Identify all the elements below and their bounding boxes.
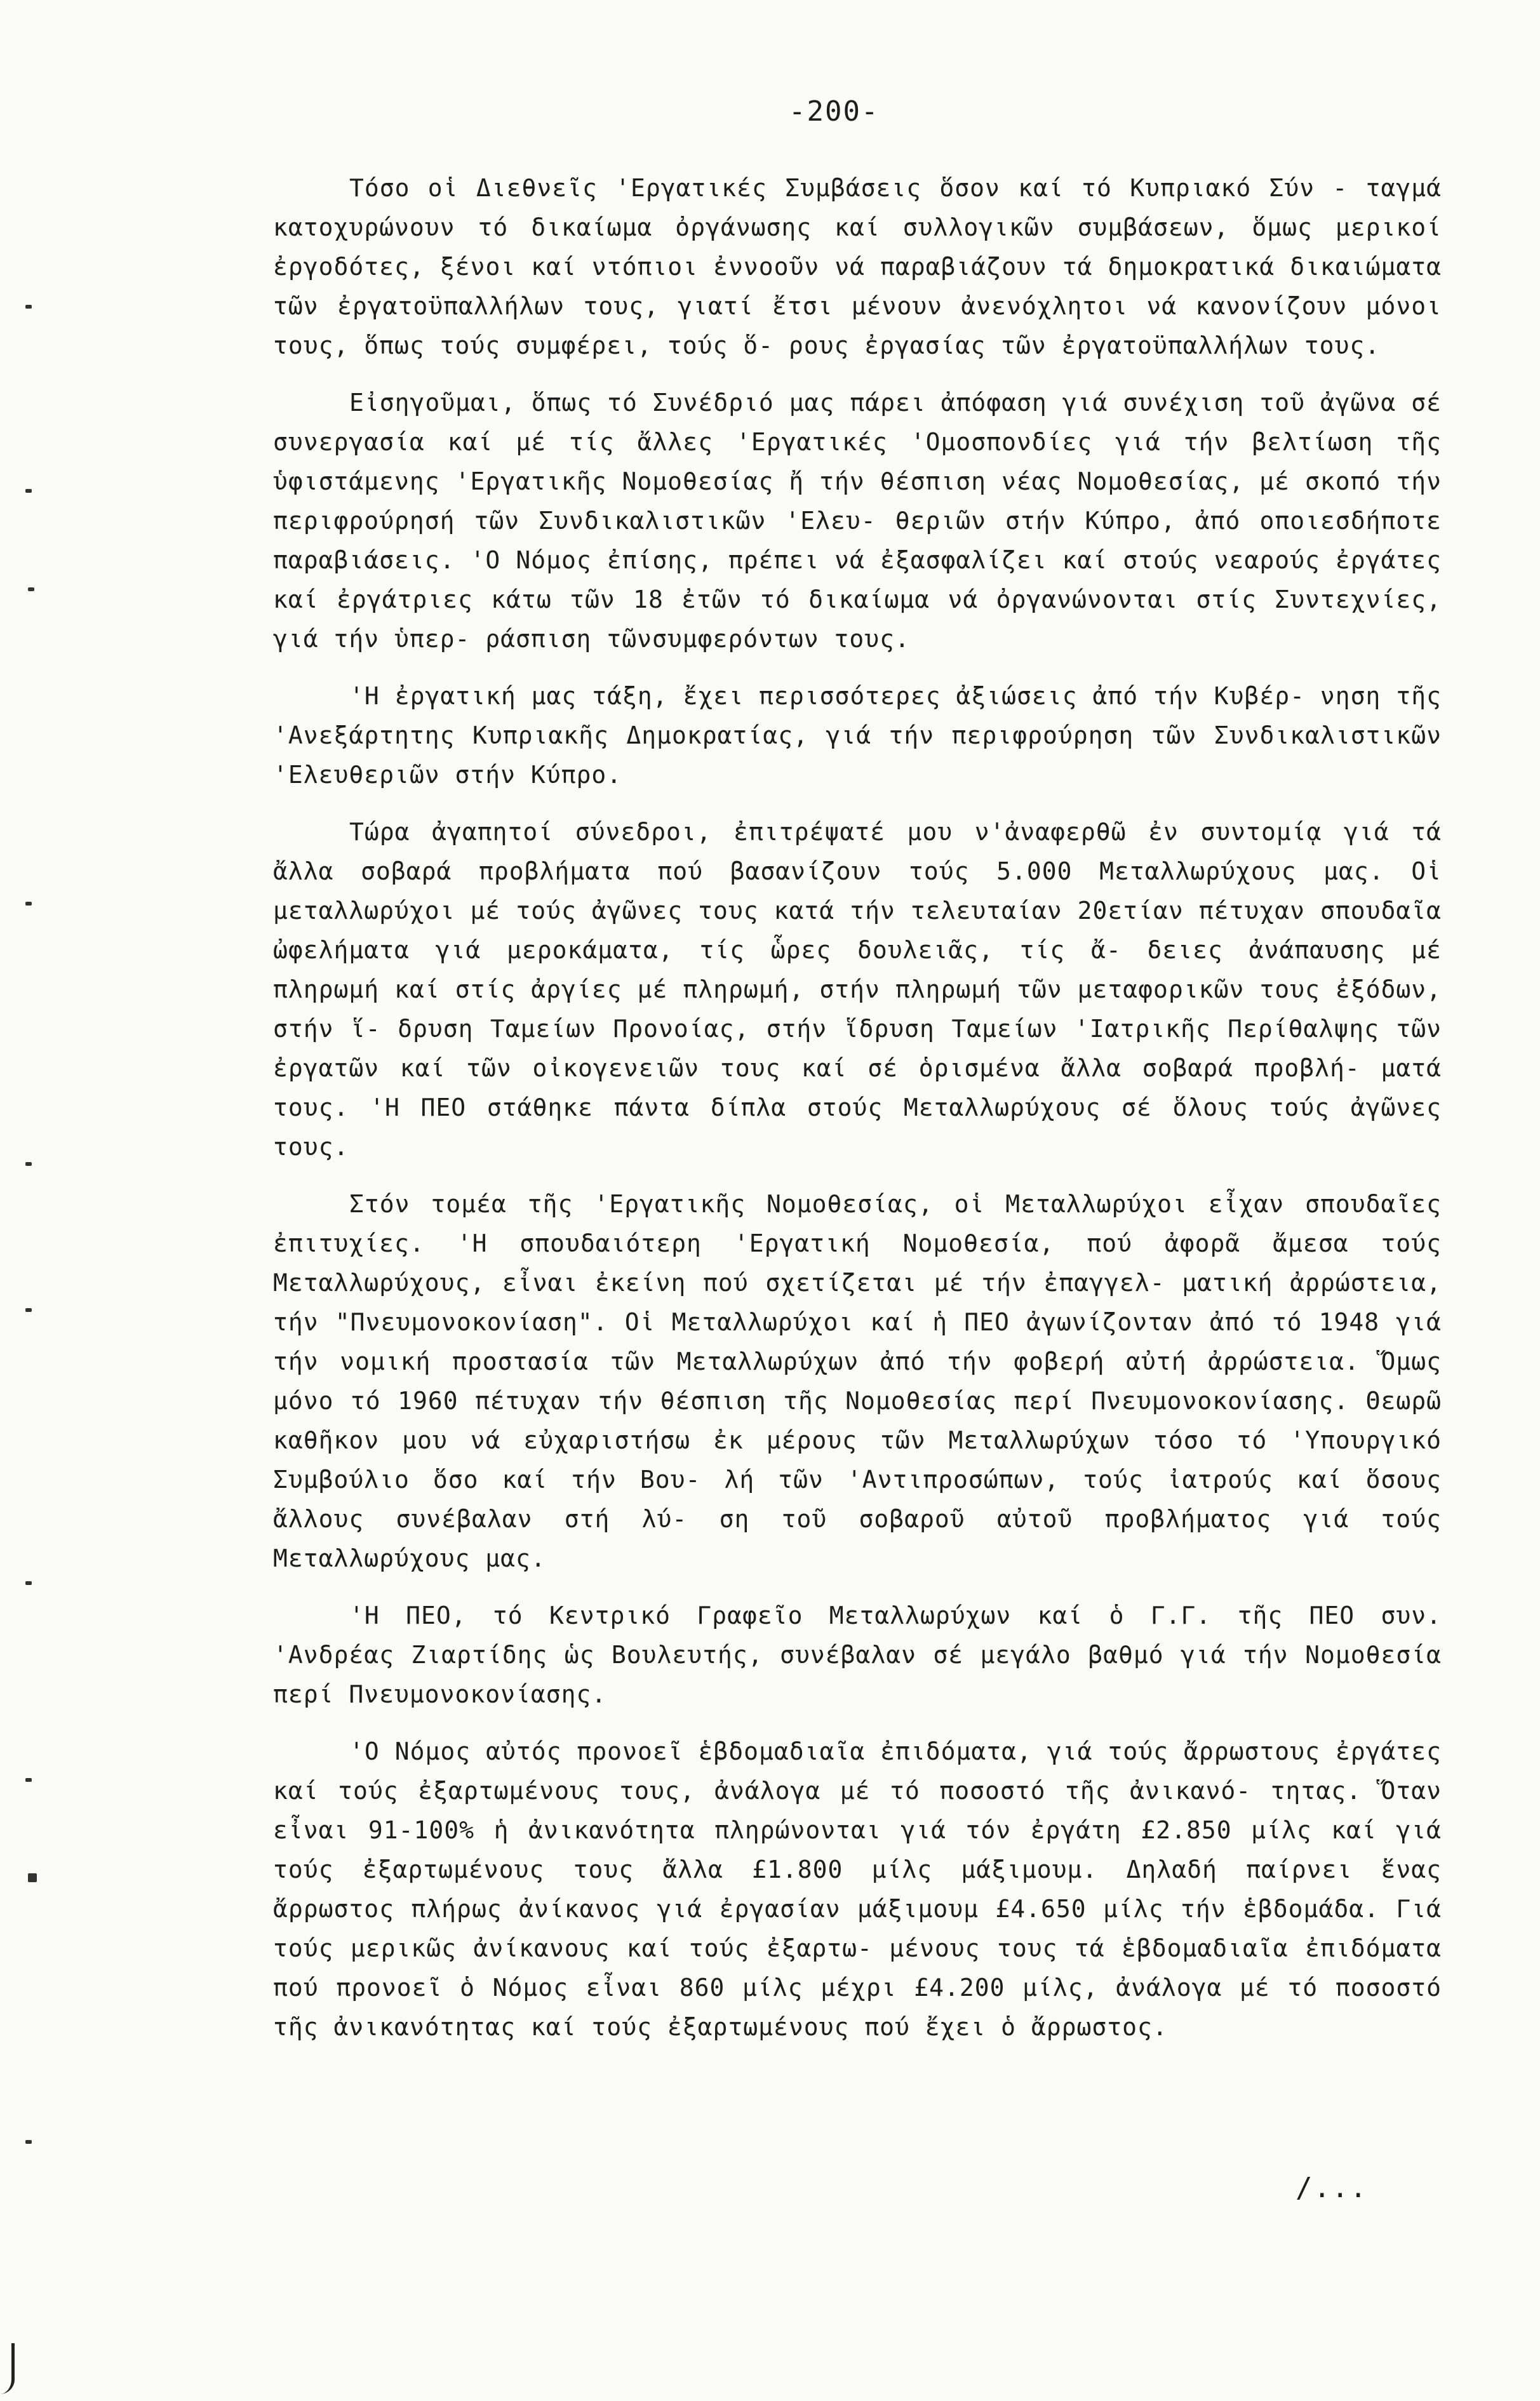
margin-speck [25,1778,32,1782]
margin-speck [25,1581,32,1585]
margin-speck [25,1308,32,1312]
paragraph-6: 'Η ΠΕΟ, τό Κεντρικό Γραφεῖο Μεταλλωρύχων καί ὁ Γ.Γ. τῆς ΠΕΟ συν. 'Ανδρέας Ζιαρτίδης ὡς Βουλευτής, συνέβαλαν σέ μεγάλο βαθμό γιά τήν Νομοθεσία περί Πνευμονοκονίασης. [273,1602,1442,1708]
margin-speck [28,587,34,591]
paragraph-4: Τώρα ἀγαπητοί σύνεδροι, ἐπιτρέψατέ μου ν'ἀναφερθῶ ἐν συντομίᾳ γιά τά ἄλλα σοβαρά προβλήματα πού βασανίζουν τούς 5.000 Μεταλλωρύχους μας. Οἱ μεταλλωρύχοι μέ τούς ἀγῶνες τους κατά τήν τελευταίαν 20ετίαν πέτυχαν σπουδαῖα ὠφελήματα γιά μεροκάματα, τίς ὧρες δουλειᾶς, τίς ἄ- δειες ἀνάπαυσης μέ πληρωμή καί στίς ἀργίες μέ πληρωμή, στήν πληρωμή τῶν μεταφορικῶν τους ἐξόδων, στήν ἵ- δρυση Ταμείων Προνοίας, στήν ἵδρυση Ταμείων 'Ιατρικῆς Περίθαλψης τῶν ἐργατῶν καί τῶν οἰκογενειῶν τους καί σέ ὁρισμένα ἄλλα σοβαρά προβλή- ματά τους. 'Η ΠΕΟ στάθηκε πάντα δίπλα στούς Μεταλλωρύχους σέ ὅλους τούς ἀγῶνες τους. [273,818,1442,1161]
margin-speck [25,902,32,906]
margin-speck [25,489,32,493]
paragraph-1: Τόσο οἱ Διεθνεῖς 'Εργατικές Συμβάσεις ὅσον καί τό Κυπριακό Σύν - ταγμά κατοχυρώνουν τό δικαίωμα ὀργάνωσης καί συλλογικῶν συμβάσεων, ὅμως μερικοί ἐργοδότες, ξένοι καί ντόπιοι ἐννοοῦν νά παραβιάζουν τά δημοκρατικά δικαιώματα τῶν ἐργατοϋπαλλήλων τους, γιατί ἔτσι μένουν ἀνενόχλητοι νά κανονίζουν μόνοι τους, ὅπως τούς συμφέρει, τούς ὅ- ρους ἐργασίας τῶν ἐργατοϋπαλλήλων τους. [273,174,1442,359]
margin-speck [25,2140,32,2144]
paragraph-3: 'Η ἐργατική μας τάξη, ἔχει περισσότερες ἀξιώσεις ἀπό τήν Κυβέρ- νηση τῆς 'Ανεξάρτητης Κυπριακῆς Δημοκρατίας, γιά τήν περιφρούρηση τῶν Συνδικαλιστικῶν 'Ελευθεριῶν στήν Κύπρο. [273,682,1442,789]
document-body [273,168,1442,2047]
paragraph-5: Στόν τομέα τῆς 'Εργατικῆς Νομοθεσίας, οἱ Μεταλλωρύχοι εἶχαν σπουδαῖες ἐπιτυχίες. 'Η σπουδαιότερη 'Εργατική Νομοθεσία, πού ἀφορᾶ ἄμεσα τούς Μεταλλωρύχους, εἶναι ἐκείνη πού σχετίζεται μέ τήν ἐπαγγελ- ματική ἀρρώστεια, τήν "Πνευμονοκονίαση". Οἱ Μεταλλωρύχοι καί ἡ ΠΕΟ ἀγωνίζονταν ἀπό τό 1948 γιά τήν νομική προστασία τῶν Μεταλλωρύχων ἀπό τήν φοβερή αὐτή ἀρρώστεια. Ὅμως μόνο τό 1960 πέτυχαν τήν θέσπιση τῆς Νομοθεσίας περί Πνευμονοκονίασης. Θεωρῶ καθῆκον μου νά εὐχαριστήσω ἐκ μέρους τῶν Μεταλλωρύχων τόσο τό 'Υπουργικό Συμβούλιο ὅσο καί τήν Βου- λή τῶν 'Αντιπροσώπων, τούς ἰατρούς καί ὅσους ἄλλους συνέβαλαν στή λύ- ση τοῦ σοβαροῦ αὐτοῦ προβλήματος γιά τούς Μεταλλωρύχους μας. [273,1190,1442,1572]
page-number: -200- [789,95,880,128]
margin-speck [25,305,32,309]
paragraph-7: 'Ο Νόμος αὐτός προνοεῖ ἑβδομαδιαῖα ἐπιδόματα, γιά τούς ἄρρωστους ἐργάτες καί τούς ἐξαρτωμένους τους, ἀνάλογα μέ τό ποσοστό τῆς ἀνικανό- τητας. Ὅταν εἶναι 91-100% ἡ ἀνικανότητα πληρώνονται γιά τόν ἐργάτη £2.850 μίλς καί γιά τούς ἐξαρτωμένους τους ἄλλα £1.800 μίλς μάξιμουμ. Δηλαδή παίρνει ἕνας ἄρρωστος πλήρως ἀνίκανος γιά ἐργασίαν μάξιμουμ £4.650 μίλς τήν ἑβδομάδα. Γιά τούς μερικῶς ἀνίκανους καί τούς ἐξαρτω- μένους τους τά ἑβδομαδιαῖα ἐπιδόματα πού προνοεῖ ὁ Νόμος εἶναι 860 μίλς μέχρι £4.200 μίλς, ἀνάλογα μέ τό ποσοστό τῆς ἀνικανότητας καί τούς ἐξαρτωμένους πού ἔχει ὁ ἄρρωστος. [273,1737,1442,2041]
margin-speck [25,1162,32,1166]
continuation-mark: /... [1296,2172,1368,2204]
scan-edge-line [0,2343,15,2394]
margin-speck [28,1873,37,1882]
paragraph-2: Εἰσηγοῦμαι, ὅπως τό Συνέδριό μας πάρει ἀπόφαση γιά συνέχιση τοῦ ἀγῶνα σέ συνεργασία καί μέ τίς ἄλλες 'Εργατικές 'Ομοσπονδίες γιά τήν βελτίωση τῆς ὑφιστάμενης 'Εργατικῆς Νομοθεσίας ἤ τήν θέσπιση νέας Νομοθεσίας, μέ σκοπό τήν περιφρούρησή τῶν Συνδικαλιστικῶν 'Ελευ- θεριῶν στήν Κύπρο, ἀπό οποιεσδήποτε παραβιάσεις. 'Ο Νόμος ἐπίσης, πρέπει νά ἐξασφαλίζει καί στούς νεαρούς ἐργάτες καί ἐργάτριες κάτω τῶν 18 ἐτῶν τό δικαίωμα νά ὀργανώνονται στίς Συντεχνίες, γιά τήν ὑπερ- ράσπιση τῶνσυμφερόντων τους. [273,389,1442,653]
